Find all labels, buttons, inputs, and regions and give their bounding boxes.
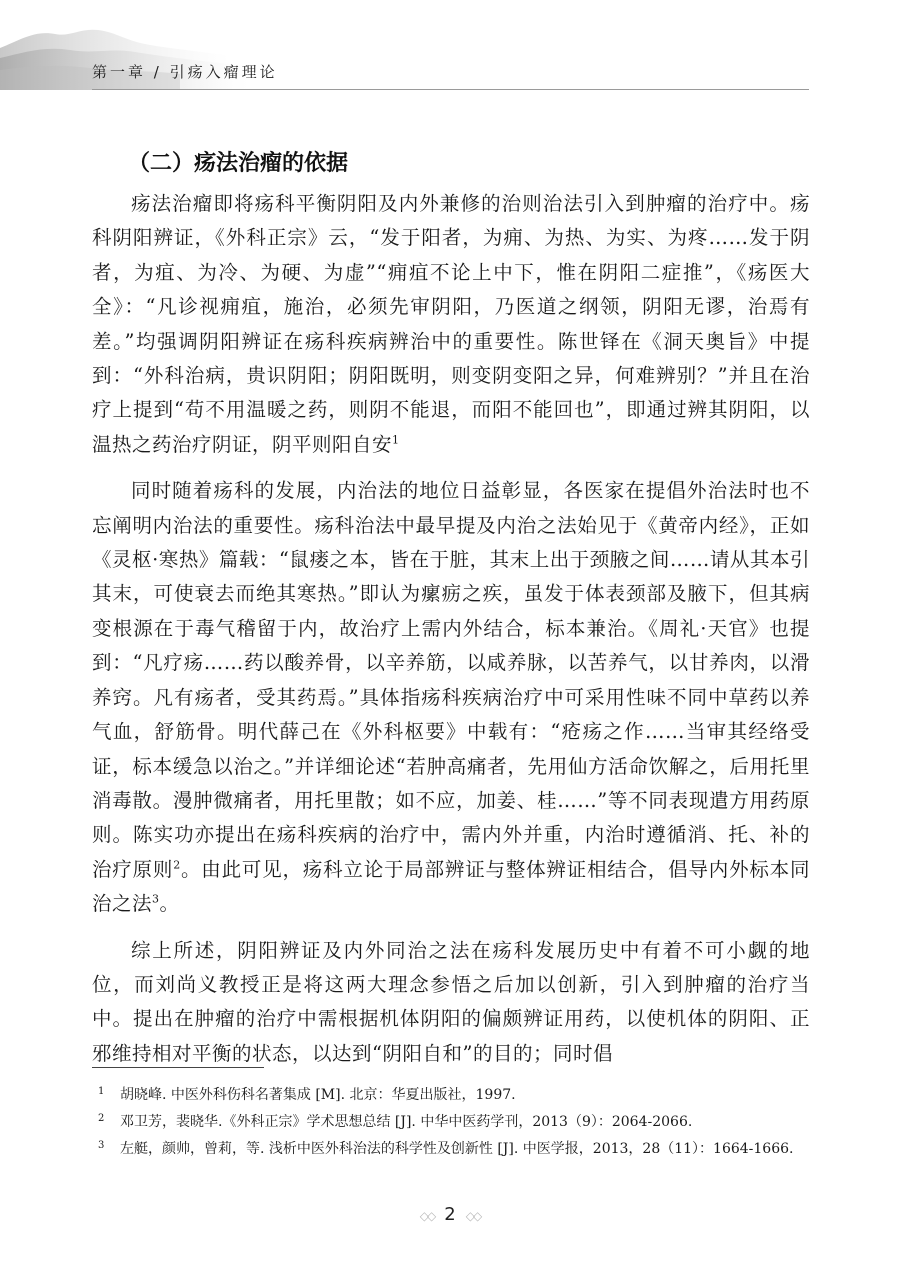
ornament-left-icon: ◇◇	[419, 1209, 435, 1223]
page-number-block	[0, 1204, 900, 1225]
footnote-rule	[92, 1067, 264, 1068]
footnote-ref-1[interactable]: 1	[392, 433, 400, 447]
footnote-ref-2[interactable]: 2	[173, 858, 181, 872]
footnote-1	[92, 1083, 810, 1107]
paragraph-2-end: 。	[159, 892, 180, 916]
paragraph-1	[92, 187, 810, 462]
footnotes	[92, 1083, 810, 1164]
footnote-number: 1	[98, 1086, 105, 1097]
ornament-right-icon: ◇◇	[465, 1209, 481, 1223]
footnote-text: 邓卫芳，裴晓华.《外科正宗》学术思想总结 [J]. 中华中医药学刊，2013（9）：2064-2066.	[120, 1114, 693, 1130]
paragraph-2-tail: 。由此可见，疡科立论于局部辨证与整体辨证相结合，倡导内外标本同治之法	[92, 857, 810, 916]
footnote-3	[92, 1137, 810, 1161]
footnote-2	[92, 1110, 810, 1134]
paragraph-1-text: 疡法治瘤即将疡科平衡阴阳及内外兼修的治则治法引入到肿瘤的治疗中。疡科阴阳辨证，《外科正宗》云，“发于阳者，为痈、为热、为实、为疼……发于阴者，为疽、为冷、为硬、为虚”“痈疽不论上中下，惟在阴阳二症推”，《疡医大全》：“凡诊视痈疽，施治，必须先审阴阳，乃医道之纲领，阴阳无谬，治焉有差。”均强调阴阳辨证在疡科疾病辨治中的重要性。陈世铎在《洞天奥旨》中提到：“外科治病，贵识阴阳；阴阳既明，则变阴变阳之异，何难辨别？”并且在治疗上提到“苟不用温暖之药，则阴不能退，而阳不能回也”，即通过辨其阴阳，以温热之药治疗阴证，阴平则阳自安	[92, 192, 810, 456]
footnote-text: 胡晓峰. 中医外科伤科名著集成 [M]. 北京：华夏出版社，1997.	[120, 1087, 516, 1103]
footnote-text: 左艇，颜帅，曾莉，等. 浅析中医外科治法的科学性及创新性 [J]. 中医学报，2013，28（11）：1664-1666.	[120, 1141, 794, 1157]
footnote-number: 2	[98, 1113, 105, 1124]
page-number: 2	[444, 1204, 456, 1225]
page-header	[0, 0, 900, 90]
footnote-number: 3	[98, 1140, 105, 1151]
paragraph-3-text: 综上所述，阴阳辨证及内外同治之法在疡科发展历史中有着不可小觑的地位，而刘尚义教授正是将这两大理念参悟之后加以创新，引入到肿瘤的治疗当中。提出在肿瘤的治疗中需根据机体阴阳的偏颇辨证用药，以使机体的阴阳、正邪维持相对平衡的状态，以达到“阴阳自和”的目的；同时倡	[92, 938, 810, 1065]
body-text	[92, 187, 810, 1083]
paragraph-2-text: 同时随着疡科的发展，内治法的地位日益彰显，各医家在提倡外治法时也不忘阐明内治法的重要性。疡科治法中最早提及内治之法始见于《黄帝内经》，正如《灵枢·寒热》篇载：“鼠瘘之本，皆在于脏，其末上出于颈腋之间……请从其本引其末，可使衰去而绝其寒热。”即认为瘰疬之疾，虽发于体表颈部及腋下，但其病变根源在于毒气稽留于内，故治疗上需内外结合，标本兼治。《周礼·天官》也提到：“凡疗疡……药以酸养骨，以辛养筋，以咸养脉，以苦养气，以甘养肉，以滑养窍。凡有疡者，受其药焉。”具体指疡科疾病治疗中可采用性味不同中草药以养气血，舒筋骨。明代薛己在《外科枢要》中载有：“疮疡之作……当审其经络受证，标本缓急以治之。”并详细论述“若肿高痛者，先用仙方活命饮解之，后用托里消毒散。漫肿微痛者，用托里散；如不应，加姜、桂……”等不同表现遣方用药原则。陈实功亦提出在疡科疾病的治疗中，需内外并重，内治时遵循消、托、补的治疗原则	[92, 479, 810, 881]
header-rule	[92, 89, 809, 90]
paragraph-3	[92, 934, 810, 1072]
footnote-ref-3[interactable]: 3	[152, 892, 160, 906]
section-title: （二）疡法治瘤的依据	[128, 151, 349, 176]
running-head: 第一章 / 引疡入瘤理论	[92, 63, 278, 81]
paragraph-2	[92, 474, 810, 921]
